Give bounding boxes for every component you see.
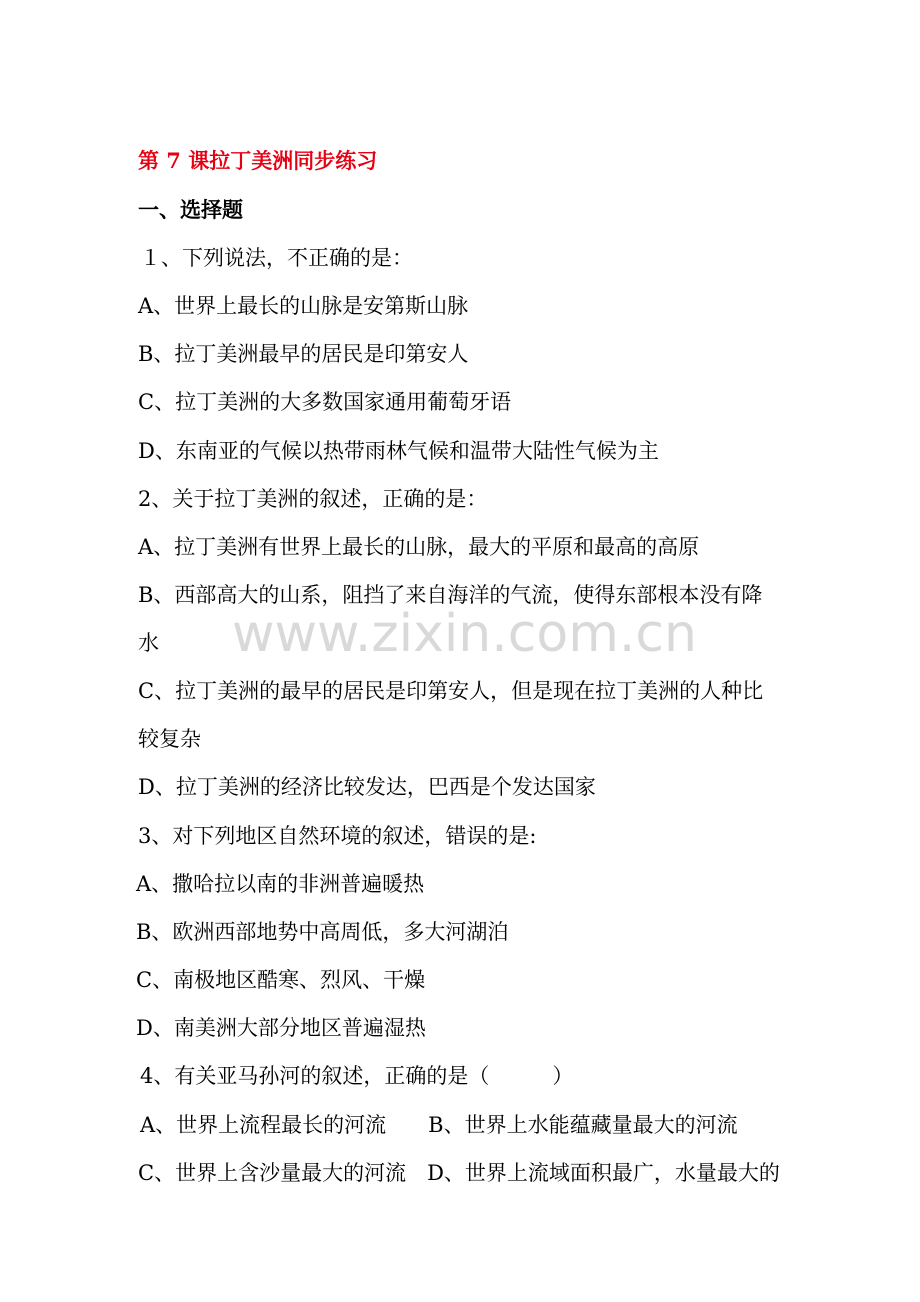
q2-option-a: A、拉丁美洲有世界上最长的山脉，最大的平原和最高的高原	[138, 535, 700, 559]
q2-option-d: D、拉丁美洲的经济比较发达，巴西是个发达国家	[138, 775, 596, 799]
q2-option-c-cont: 较复杂	[138, 727, 201, 751]
q2-option-b-cont: 水	[138, 631, 159, 655]
q1-option-b: B、拉丁美洲最早的居民是印第安人	[138, 342, 469, 366]
question-3: 3、对下列地区自然环境的叙述，错误的是:	[138, 824, 537, 848]
q3-option-c: C、南极地区酷寒、烈风、干燥	[136, 968, 426, 992]
q1-option-c: C、拉丁美洲的大多数国家通用葡萄牙语	[138, 390, 512, 414]
q3-option-a: A、撒哈拉以南的非洲普遍暖热	[136, 872, 425, 896]
q2-option-b: B、西部高大的山系，阻挡了来自海洋的气流，使得东部根本没有降	[138, 583, 763, 607]
section-heading: 一、选择题	[138, 197, 243, 222]
question-2: 2、关于拉丁美洲的叙述，正确的是：	[138, 487, 488, 511]
q4-options-ab: A、世界上流程最长的河流 B、世界上水能蕴藏量最大的河流	[140, 1113, 738, 1137]
q2-option-c: C、拉丁美洲的最早的居民是印第安人，但是现在拉丁美洲的人种比	[138, 679, 764, 703]
q3-option-b: B、欧洲西部地势中高周低，多大河湖泊	[136, 920, 509, 944]
q3-option-d: D、南美洲大部分地区普遍湿热	[136, 1016, 426, 1040]
q1-option-d: D、东南亚的气候以热带雨林气候和温带大陆性气候为主	[138, 439, 659, 463]
document-title: 第 7 课拉丁美洲同步练习	[138, 148, 378, 173]
watermark-text: www.zixin.com.cn	[232, 604, 697, 664]
question-4: 4、有关亚马孙河的叙述，正确的是（ ）	[140, 1064, 574, 1088]
q1-option-a: A、世界上最长的山脉是安第斯山脉	[138, 294, 469, 318]
q4-options-cd: C、世界上含沙量最大的河流 D、世界上流域面积最广，水量最大的	[138, 1161, 780, 1185]
question-1: １、下列说法，不正确的是：	[140, 246, 413, 270]
